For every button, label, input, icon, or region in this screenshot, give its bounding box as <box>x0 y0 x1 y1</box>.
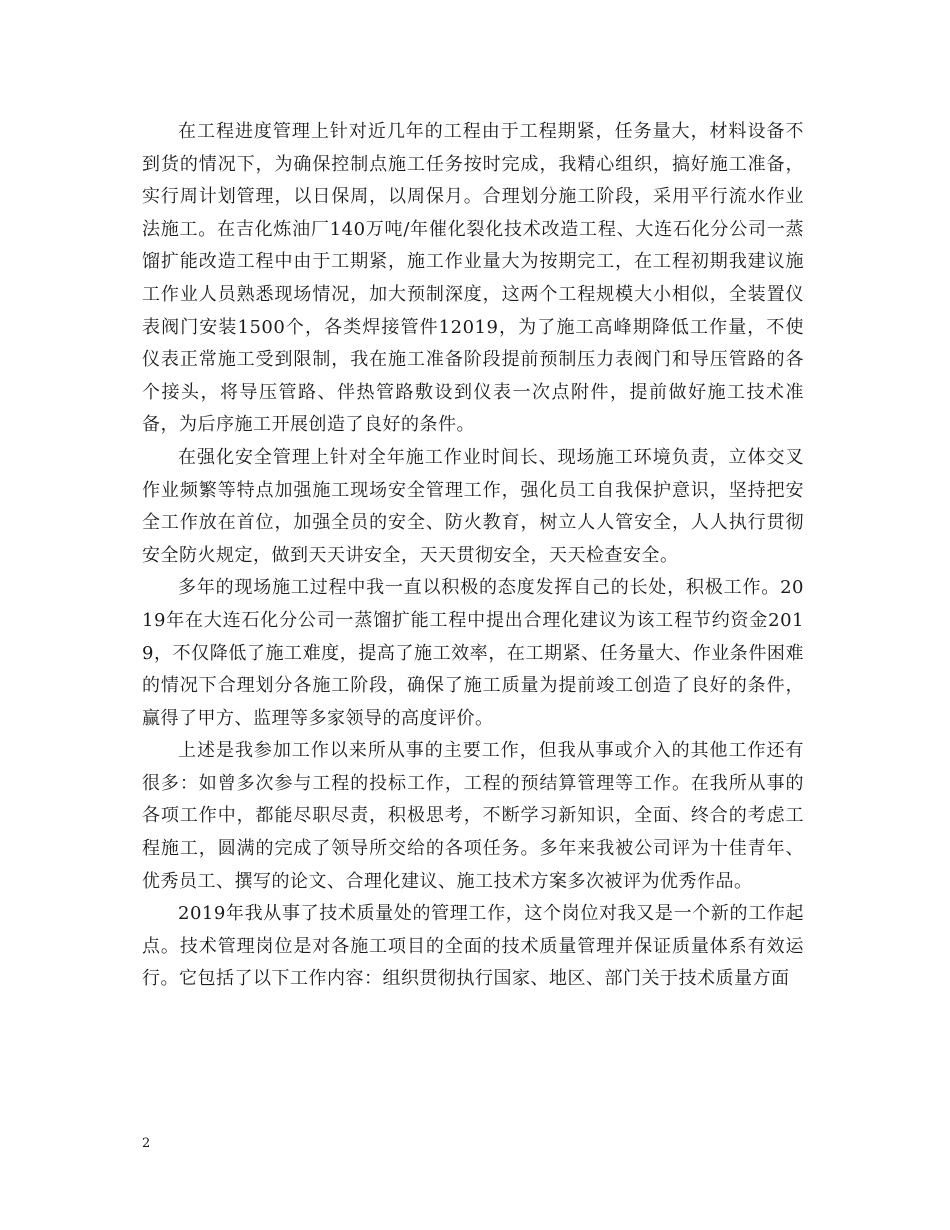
document-body <box>142 116 804 996</box>
paragraph-field-work: 多年的现场施工过程中我一直以积极的态度发挥自己的长处，积极工作。2019年在大连石化分公司一蒸馏扩能工程中提出合理化建议为该工程节约资金2019，不仅降低了施工难度，提高了施工效率，在工期紧、任务量大、作业条件困难的情况下合理划分各施工阶段，确保了施工质量为提前竣工创造了良好的条件，赢得了甲方、监理等多家领导的高度评价。 <box>142 577 804 729</box>
paragraph-technical-quality: 2019年我从事了技术质量处的管理工作，这个岗位对我又是一个新的工作起点。技术管理岗位是对各施工项目的全面的技术质量管理并保证质量体系有效运行。它包括了以下工作内容：组织贯彻执行国家、地区、部门关于技术质量方面 <box>142 903 804 990</box>
paragraph-schedule-management: 在工程进度管理上针对近几年的工程由于工程期紧，任务量大，材料设备不到货的情况下，为确保控制点施工任务按时完成，我精心组织，搞好施工准备，实行周计划管理，以日保周，以周保月。合理划分施工阶段，采用平行流水作业法施工。在吉化炼油厂140万吨/年催化裂化技术改造工程、大连石化分公司一蒸馏扩能改造工程中由于工期紧，施工作业量大为按期完工，在工程初期我建议施工作业人员熟悉现场情况，加大预制深度，这两个工程规模大小相似，全装置仪表阀门安装1500个，各类焊接管件12019，为了施工高峰期降低工作量，不使仪表正常施工受到限制，我在施工准备阶段提前预制压力表阀门和导压管路的各个接头，将导压管路、伴热管路敷设到仪表一次点附件，提前做好施工技术准备，为后序施工开展创造了良好的条件。 <box>142 121 804 436</box>
page-number: 2 <box>142 1136 151 1151</box>
paragraph-safety-management: 在强化安全管理上针对全年施工作业时间长、现场施工环境负责，立体交叉作业频繁等特点加强施工现场安全管理工作，强化员工自我保护意识，坚持把安全工作放在首位，加强全员的安全、防火教育，树立人人管安全，人人执行贯彻安全防火规定，做到天天讲安全，天天贯彻安全，天天检查安全。 <box>142 446 804 566</box>
paragraph-other-work: 上述是我参加工作以来所从事的主要工作，但我从事或介入的其他工作还有很多：如曾多次参与工程的投标工作，工程的预结算管理等工作。在我所从事的各项工作中，都能尽职尽责，积极思考，不断学习新知识，全面、终合的考虑工程施工，圆满的完成了领导所交给的各项任务。多年来我被公司评为十佳青年、优秀员工、撰写的论文、合理化建议、施工技术方案多次被评为优秀作品。 <box>142 740 804 892</box>
